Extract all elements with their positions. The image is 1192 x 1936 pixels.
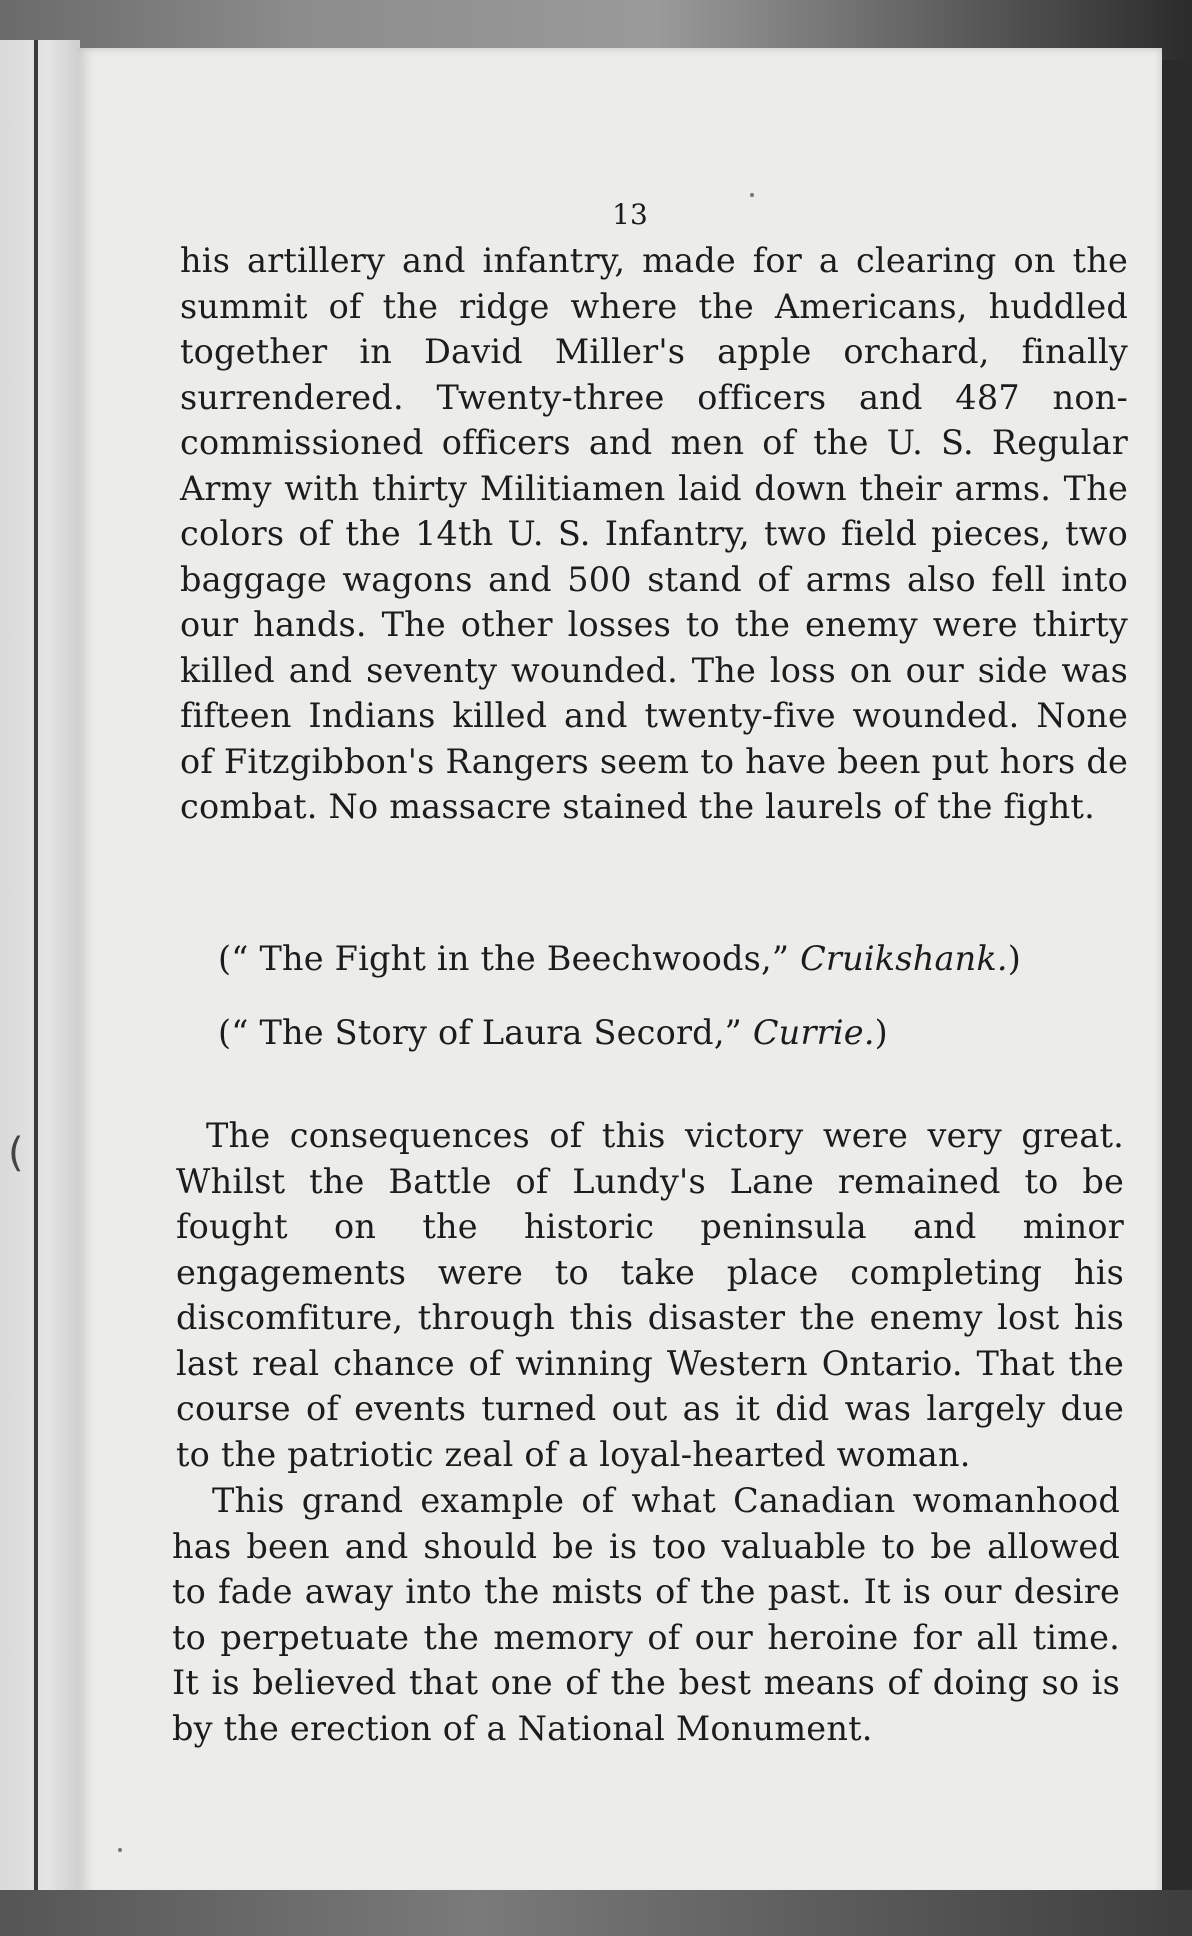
page-gutter-line	[34, 40, 38, 1890]
citation-2-close: )	[874, 1013, 888, 1052]
book-page	[78, 48, 1162, 1896]
paragraph-1	[180, 238, 1128, 830]
paragraph-1-text: his artillery and infantry, made for a clearing on the summit of the ridge where the Americans, huddled together in David Miller's apple orchard, finally surrendered. Twenty-three officers and 487 non-commissioned officers and men of the U. S. Regular Army with thirty Militiamen laid down their arms. The colors of the 14th U. S. Infantry, two field pieces, two baggage wagons and 500 stand of arms also fell into our hands. The other losses to the enemy were thirty killed and seventy wounded. The loss on our side was fifteen Indians killed and twenty-five wounded. None of Fitzgibbon's Rangers seem to have been put hors de combat. No massacre stained the laurels of the fight.	[180, 241, 1128, 826]
paragraph-3-text: This grand example of what Canadian womanhood has been and should be is too valuable to be allowed to fade away into the mists of the past. It is our desire to perpetuate the memory of our heroine for all time. It is believed that one of the best means of doing so is by the erection of a National Monument.	[172, 1481, 1120, 1748]
citation-1-title: (“ The Fight in the Beechwoods,”	[218, 939, 801, 978]
citation-1-author: Cruikshank.	[800, 939, 1008, 978]
margin-mark: (	[8, 1130, 24, 1176]
citation-1	[218, 936, 1118, 982]
citation-2-author: Currie.	[752, 1013, 875, 1052]
scan-bottom-border	[0, 1890, 1192, 1936]
citation-2	[218, 1010, 1118, 1056]
paragraph-3	[172, 1478, 1120, 1751]
previous-page-edge	[0, 40, 80, 1900]
citation-2-title: (“ The Story of Laura Secord,”	[218, 1013, 753, 1052]
paper-speck	[118, 1848, 122, 1852]
paragraph-2-text: The consequences of this victory were very great. Whilst the Battle of Lundy's Lane remained to be fought on the historic peninsula and minor engagements were to take place completing his discomfiture, through this disaster the enemy lost his last real chance of winning Western Ontario. That the course of events turned out as it did was largely due to the patriotic zeal of a loyal-hearted woman.	[176, 1116, 1124, 1474]
paper-speck	[750, 193, 754, 197]
paragraph-2	[176, 1113, 1124, 1477]
citation-1-close: )	[1007, 939, 1022, 978]
page-number: 13	[612, 198, 648, 231]
